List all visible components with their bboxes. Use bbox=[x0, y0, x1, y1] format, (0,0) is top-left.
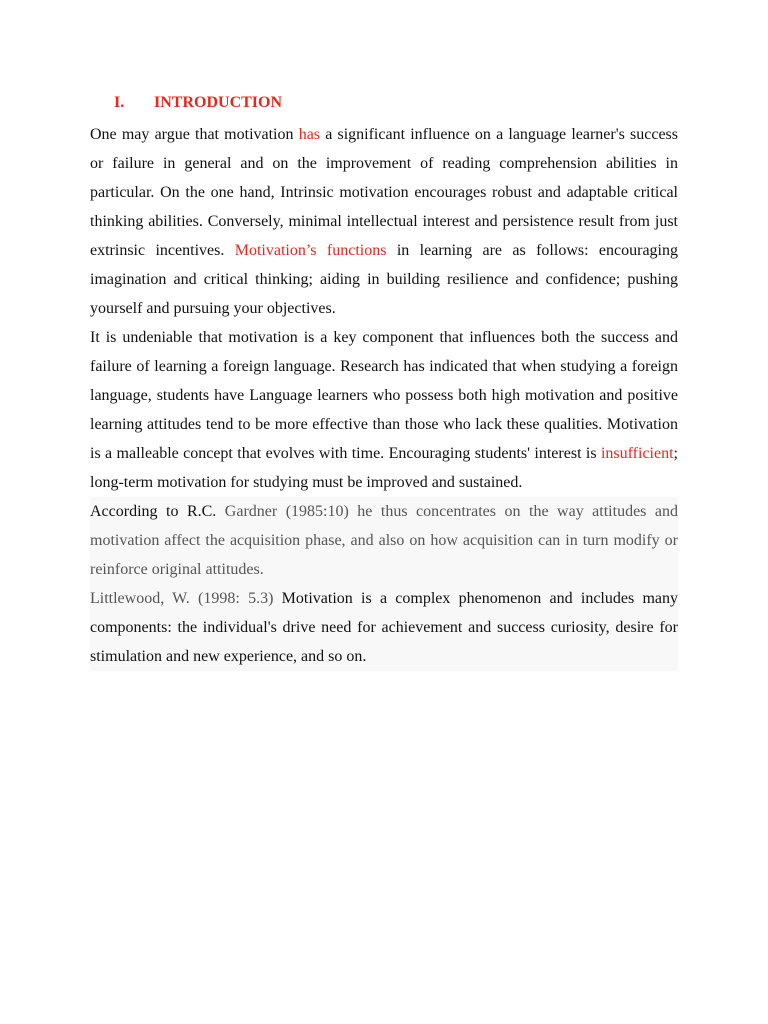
paragraph-2-text-b: ; long-term motivation for studying must be improved and sustained. bbox=[90, 445, 678, 491]
paragraph-1 bbox=[90, 120, 678, 323]
paragraph-1-text-b: a significant influence on a language learner's success or failure in general and on the improvement of reading comprehension abilities in particular. On the one hand, Intrinsic motivation encourages robust and adaptable critical thinking abilities. Conversely, minimal intellectual interest and persistence result from just extrinsic incentives. bbox=[90, 126, 679, 259]
section-title: INTRODUCTION bbox=[154, 94, 283, 111]
document-page bbox=[90, 91, 678, 671]
paragraph-1-text-c: in learning are as follows: encouraging imagination and critical thinking; aiding in building resilience and confidence; pushing yourself and pursuing your objectives. bbox=[90, 242, 679, 317]
paragraph-2-text-a: It is undeniable that motivation is a key component that influences both the success and failure of learning a foreign language. Research has indicated that when studying a foreign language, students have Language learners who possess both high motivation and positive learning attitudes tend to be more effective than those who lack these qualities. Motivation is a malleable concept that evolves with time. Encouraging students' interest is bbox=[90, 329, 678, 462]
paragraph-4-citation-littlewood: Littlewood, W. (1998: 5.3) bbox=[90, 590, 274, 607]
paragraph-3-text-a: According to R.C. bbox=[90, 503, 225, 520]
paragraph-1-highlight-functions: Motivation’s functions bbox=[234, 242, 387, 259]
section-heading bbox=[90, 91, 678, 115]
paragraph-3-gardner-quote bbox=[90, 497, 678, 584]
paragraph-1-highlight-has: has bbox=[298, 126, 321, 143]
paragraph-3-citation-gardner: Gardner (1985:10) he thus concentrates on the way attitudes and motivation affect the acquisition phase, and also on how acquisition can in turn modify or reinforce original attitudes. bbox=[90, 503, 678, 578]
section-number: I. bbox=[114, 94, 125, 111]
paragraph-2 bbox=[90, 323, 678, 497]
paragraph-4-littlewood-quote bbox=[90, 584, 678, 671]
paragraph-4-text-a: Motivation is a complex phenomenon and includes many components: the individual's drive need for achievement and success curiosity, desire for stimulation and new experience, and so on. bbox=[90, 590, 678, 665]
paragraph-1-text-a: One may argue that motivation bbox=[90, 126, 299, 143]
paragraph-2-highlight-insufficient: insufficient bbox=[600, 445, 674, 462]
